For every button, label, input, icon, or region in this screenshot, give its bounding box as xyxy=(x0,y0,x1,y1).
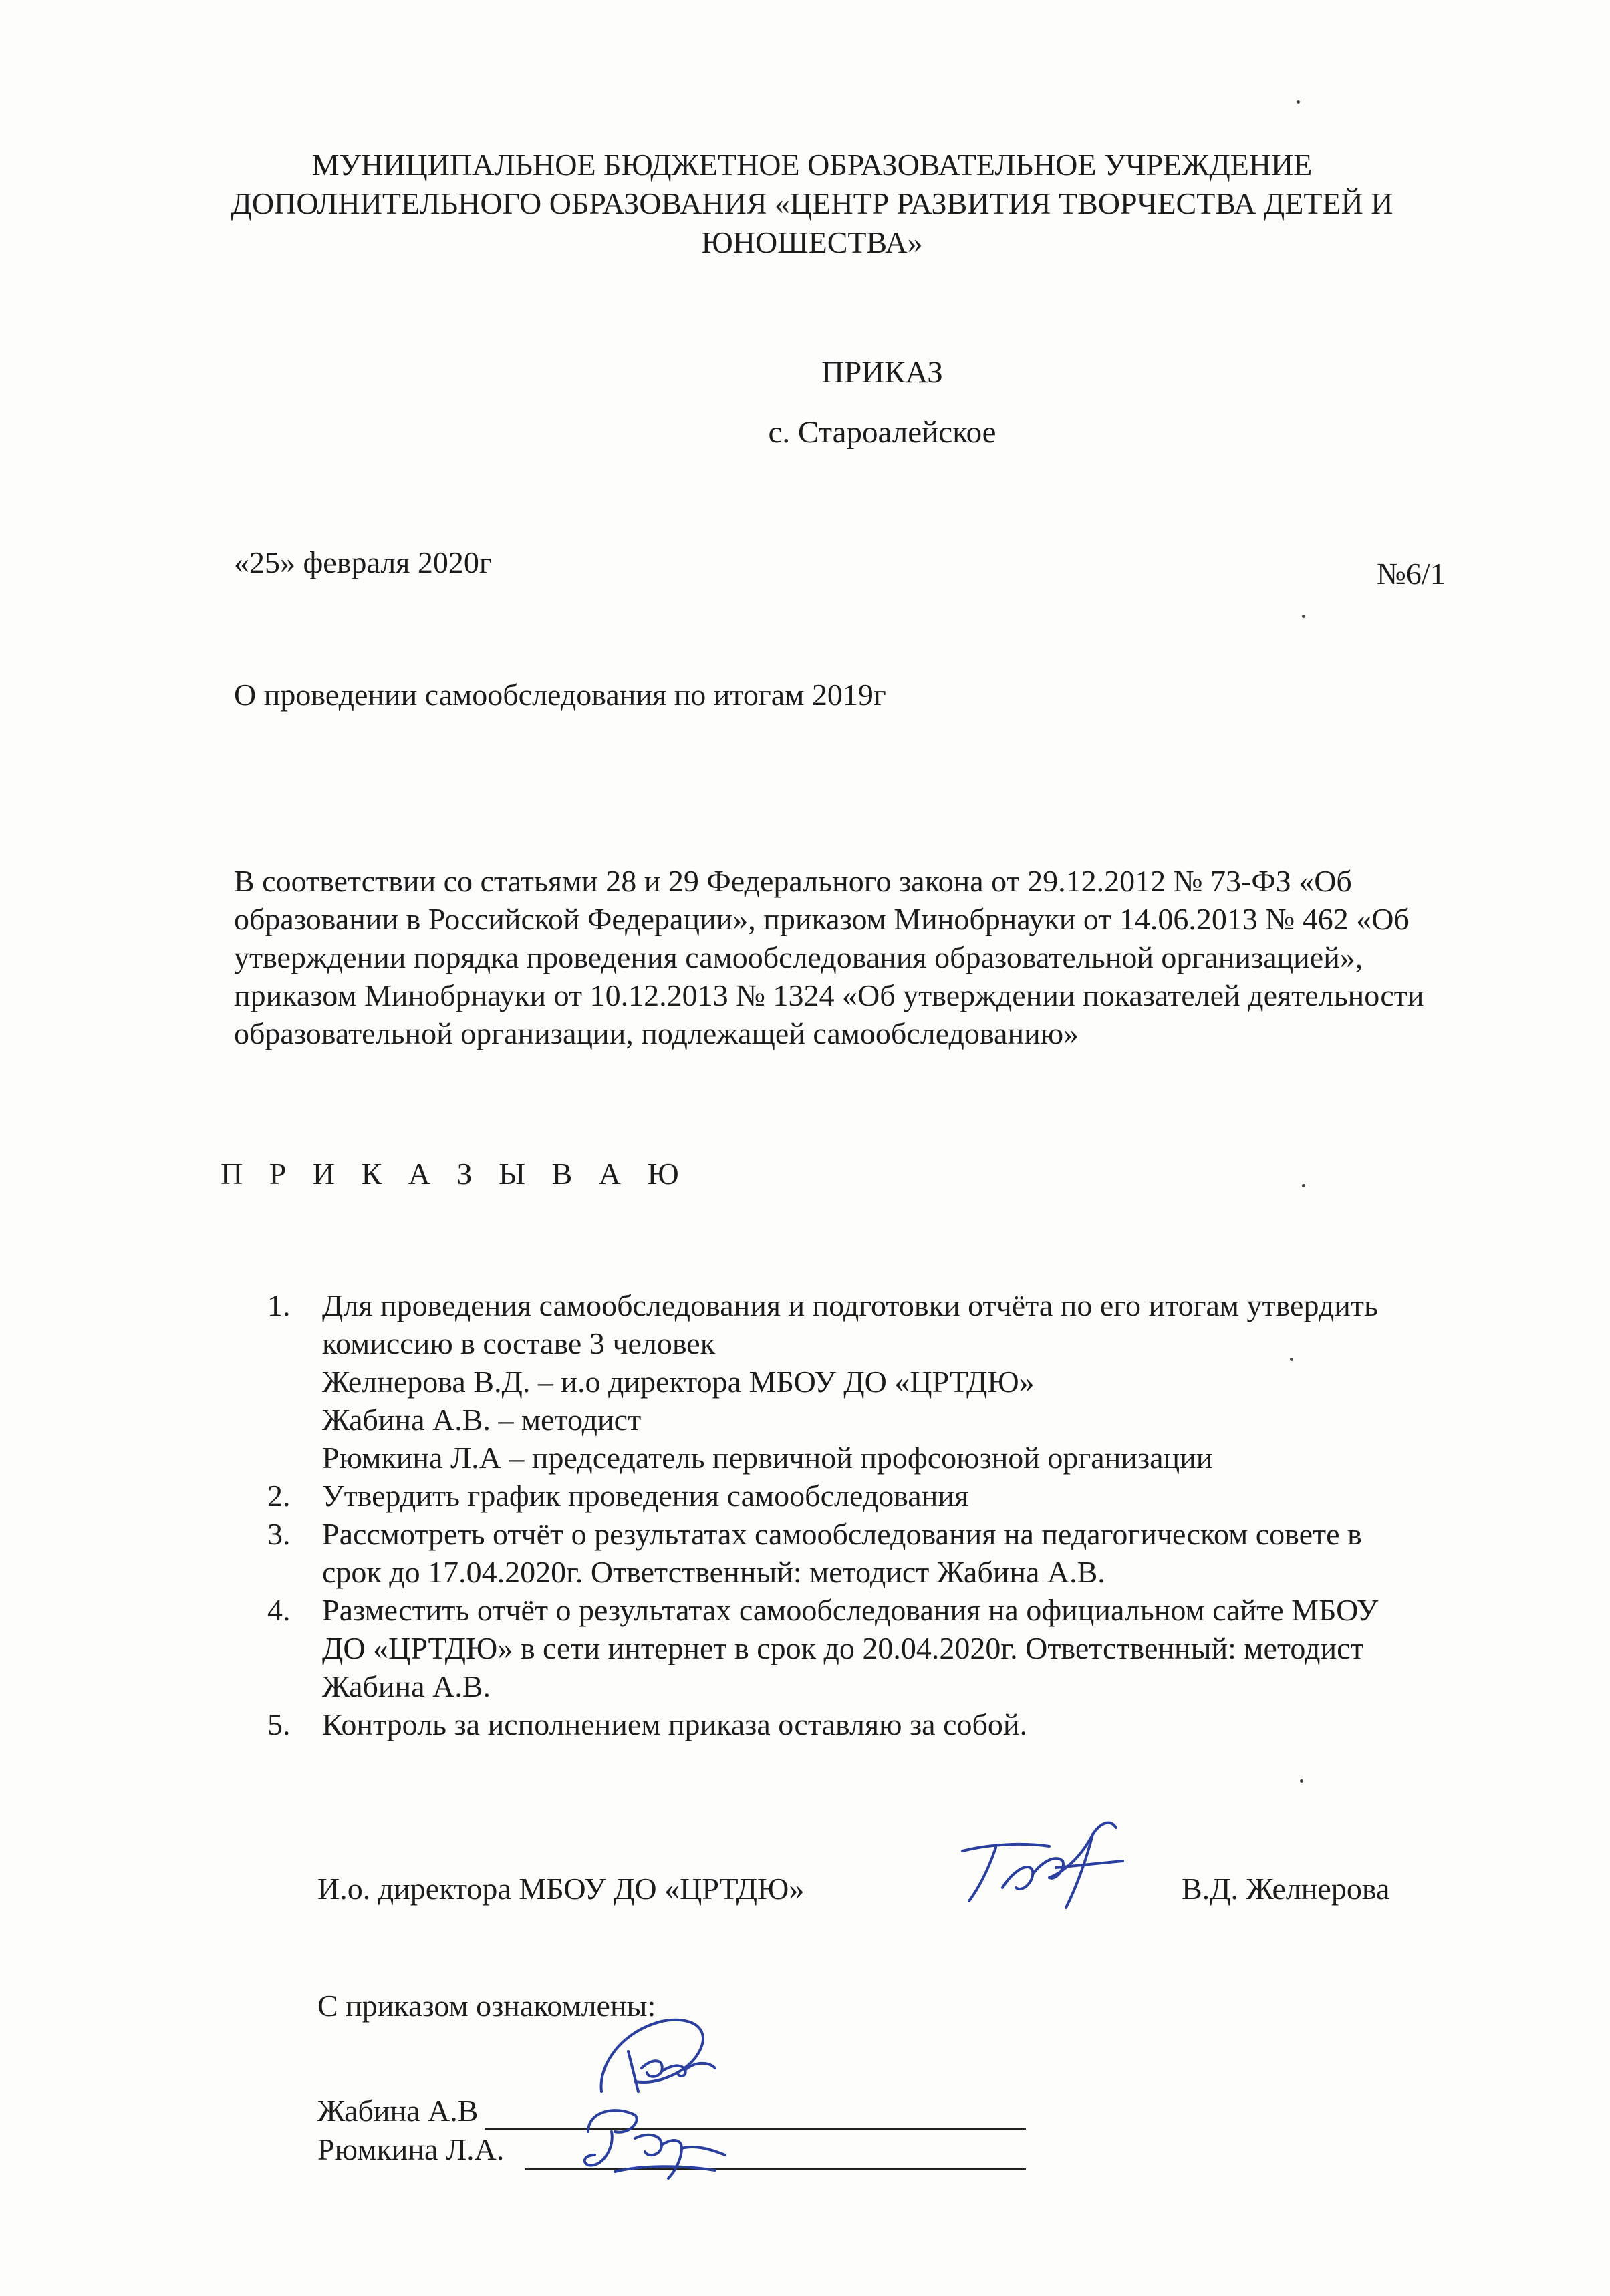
org-name-line-2: ДОПОЛНИТЕЛЬНОГО ОБРАЗОВАНИЯ «ЦЕНТР РАЗВИТИЯ ТВОРЧЕСТВА ДЕТЕЙ И xyxy=(231,186,1393,221)
item-text-line: комиссию в составе 3 человек xyxy=(322,1326,716,1360)
basis-paragraph xyxy=(234,862,1524,1052)
order-keyword: П Р И К А З Ы В А Ю xyxy=(221,1157,688,1191)
item-text-line: Для проведения самообследования и подготовки отчёта по его итогам утвердить xyxy=(322,1288,1378,1322)
org-name-line-1: МУНИЦИПАЛЬНОЕ БЮДЖЕТНОЕ ОБРАЗОВАТЕЛЬНОЕ УЧРЕЖДЕНИЕ xyxy=(311,148,1313,182)
item-text-line: Разместить отчёт о результатах самообследования на официальном сайте МБОУ xyxy=(322,1593,1379,1627)
item-number: 5. xyxy=(267,1707,291,1741)
document-place: с. Староалейское xyxy=(768,415,996,450)
scan-speck xyxy=(1290,1358,1293,1361)
director-signature-icon xyxy=(949,1814,1136,1914)
order-item-2 xyxy=(267,1477,1504,1515)
basis-line-5: образовательной организации, подлежащей самообследованию» xyxy=(234,1016,1079,1050)
order-item-5 xyxy=(267,1705,1504,1743)
scan-speck xyxy=(1300,1779,1303,1783)
item-number: 2. xyxy=(267,1479,291,1513)
acknowledgement-heading: С приказом ознакомлены: xyxy=(317,1989,656,2023)
signatory-role: И.о. директора МБОУ ДО «ЦРТДЮ» xyxy=(317,1872,805,1906)
item-number: 1. xyxy=(267,1288,291,1322)
document-subject: О проведении самообследования по итогам 2019г xyxy=(234,678,886,712)
item-text-line: Утвердить график проведения самообследования xyxy=(322,1479,969,1513)
scan-speck xyxy=(1297,100,1300,104)
commission-member: Рюмкина Л.А – председатель первичной профсоюзной организации xyxy=(322,1441,1213,1475)
order-item-1 xyxy=(267,1286,1504,1477)
document-number: №6/1 xyxy=(1377,557,1446,591)
item-text-line: срок до 17.04.2020г. Ответственный: методист Жабина А.В. xyxy=(322,1555,1105,1589)
basis-line-3: утверждении порядка проведения самообследования образовательной организацией», xyxy=(234,940,1363,974)
ack-signature-2-icon xyxy=(575,2092,735,2185)
ack-signature-line-1 xyxy=(485,2128,1026,2130)
org-name-line-3: ЮНОШЕСТВА» xyxy=(701,225,923,259)
document-title: ПРИКАЗ xyxy=(821,355,943,390)
item-text-line: Жабина А.В. xyxy=(322,1669,491,1703)
ack-signature-1-icon xyxy=(581,2011,728,2105)
basis-line-2: образовании в Российской Федерации», приказом Минобрнауки от 14.06.2013 № 462 «Об xyxy=(234,902,1410,936)
basis-line-4: приказом Минобрнауки от 10.12.2013 № 1324 «Об утверждении показателей деятельности xyxy=(234,978,1424,1012)
item-text-line: Контроль за исполнением приказа оставляю за собой. xyxy=(322,1707,1028,1741)
scan-speck xyxy=(1302,615,1305,618)
order-items-list xyxy=(267,1286,1504,1743)
basis-line-1: В соответствии со статьями 28 и 29 Федерального закона от 29.12.2012 № 73-ФЗ «Об xyxy=(234,864,1352,898)
organization-header xyxy=(200,146,1424,262)
order-item-4 xyxy=(267,1591,1504,1705)
item-text-line: ДО «ЦРТДЮ» в сети интернет в срок до 20.04.2020г. Ответственный: методист xyxy=(322,1631,1364,1665)
document-date: «25» февраля 2020г xyxy=(234,545,492,579)
item-number: 4. xyxy=(267,1593,291,1627)
ack-person-1: Жабина А.В xyxy=(317,2094,479,2128)
order-item-3 xyxy=(267,1515,1504,1591)
signatory-name: В.Д. Желнерова xyxy=(1182,1872,1390,1906)
commission-member: Жабина А.В. – методист xyxy=(322,1403,642,1437)
scan-speck xyxy=(1302,1184,1305,1187)
ack-person-2: Рюмкина Л.А. xyxy=(317,2132,505,2166)
item-number: 3. xyxy=(267,1517,291,1551)
commission-member: Желнерова В.Д. – и.о директора МБОУ ДО «ЦРТДЮ» xyxy=(322,1365,1035,1399)
item-text-line: Рассмотреть отчёт о результатах самообследования на педагогическом совете в xyxy=(322,1517,1362,1551)
